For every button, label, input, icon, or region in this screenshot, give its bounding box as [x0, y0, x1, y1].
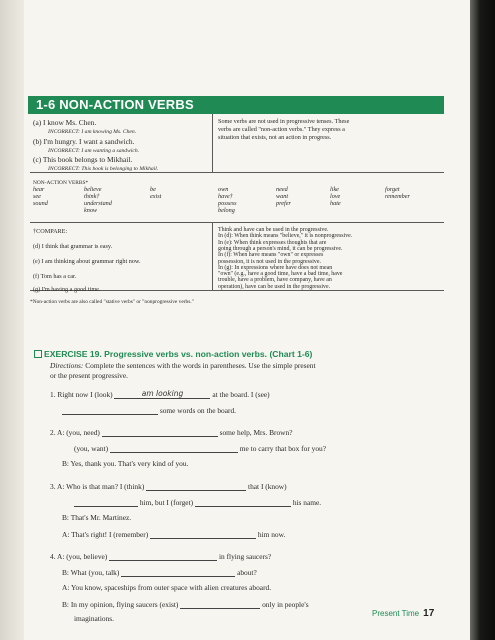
q3-reply: B: That's Mr. Martinez. [62, 513, 132, 522]
q3-prompt-6: him now. [257, 530, 286, 539]
chart-rule [30, 222, 444, 223]
chart-heading: 1-6 NON-ACTION VERBS [36, 97, 194, 112]
verb-item: need [276, 186, 288, 193]
q3-blank-2[interactable] [74, 498, 138, 507]
verb-item: see [33, 193, 41, 200]
directions-label: Directions: [50, 361, 84, 370]
q4-prompt-3: B: What (you, talk) [62, 568, 120, 577]
verb-item: have† [218, 193, 233, 200]
q2-prompt-2: some help, Mrs. Brown? [219, 428, 293, 437]
footer-section: Present Time [372, 609, 420, 618]
verb-item: be [150, 186, 156, 193]
example-a-incorrect: INCORRECT: I am knowing Ms. Chen. [48, 129, 137, 135]
verb-item: forget [385, 186, 400, 193]
q3-blank-1[interactable] [146, 482, 246, 491]
book-spine [0, 0, 24, 640]
compare-explanation-line: going through a person's mind, it can be progressive. [218, 245, 343, 252]
verb-item: want [276, 193, 289, 200]
q2-prompt: 2. A: (you, need) [50, 428, 100, 437]
verb-item: hear [33, 186, 45, 193]
q2-blank-1[interactable] [102, 428, 218, 437]
chart-divider [212, 114, 213, 172]
page-edge-shadow [470, 0, 495, 640]
compare-explanation-line: In (e): When think expresses thoughts that are [218, 239, 327, 246]
verb-item: remember [385, 193, 410, 200]
verb-item: believe [84, 186, 102, 193]
q1-prompt: 1. Right now I (look) [50, 390, 113, 399]
compare-explanation-line: In (d): When think means "believe," it is nonprogressive. [218, 233, 353, 240]
q3-blank-4[interactable] [150, 530, 256, 539]
q1-handwritten-answer: am looking [141, 389, 184, 398]
q2-prompt-4: me to carry that box for you? [239, 444, 326, 453]
example-b-incorrect: INCORRECT: I am wanting a sandwich. [48, 148, 140, 154]
page-footer [372, 608, 434, 619]
footnote: *Non-action verbs are also called "stative verbs" or "nonprogressive verbs." [30, 299, 194, 305]
verb-item: like [330, 186, 339, 193]
q3-prompt-4: his name. [292, 498, 322, 507]
explanation-line: verbs are called "non-action verbs." They express a [218, 126, 345, 133]
q4-prompt-2: in flying saucers? [218, 552, 272, 561]
compare-explanation-line: trouble, have a problem, have company, have an [218, 277, 332, 284]
verb-item: belong [218, 207, 235, 214]
verb-item: hate [330, 200, 341, 207]
q4-blank-2[interactable] [121, 568, 235, 577]
q3-prompt: 3. A: Who is that man? I (think) [50, 482, 145, 491]
directions-text-2: or the present progressive. [50, 371, 128, 380]
compare-explanation-line: "own" (e.g., have a good time, have a bad time, have [218, 271, 343, 278]
compare-explanation-line: Think and have can be used in the progressive. [218, 227, 329, 233]
q4-prompt-6: only in people's [262, 600, 309, 609]
q3-blank-3[interactable] [195, 498, 291, 507]
verb-item: understand [84, 200, 112, 207]
verb-item: think† [84, 193, 100, 200]
compare-explanation-line: In (f): When have means "own" or expresses [218, 252, 324, 259]
q2-blank-2[interactable] [110, 444, 238, 453]
exercise-checkbox[interactable] [34, 350, 42, 358]
verb-item: possess [218, 200, 237, 207]
verb-item: know [84, 207, 98, 214]
q4-line-a: A: You know, spaceships from outer space with alien creatures aboard. [62, 583, 272, 592]
q4-prompt-5: B: In my opinion, flying saucers (exist) [62, 600, 179, 609]
verb-item: love [330, 193, 341, 200]
compare-example-e: (e) I am thinking about grammar right now. [33, 258, 141, 265]
verbs-label: NON-ACTION VERBS* [33, 180, 89, 186]
q4-line-end: imaginations. [74, 614, 115, 623]
verb-item: prefer [276, 200, 291, 207]
example-a: (a) I know Ms. Chen. [33, 118, 97, 127]
compare-explanation-line: possession, it is not used in the progressive. [218, 258, 321, 265]
q1-prompt-3: some words on the board. [159, 406, 237, 415]
compare-explanation-line: In (g): In expressions where have does not mean [218, 264, 333, 271]
q1-answer-field[interactable] [114, 390, 210, 399]
explanation-line: situation that exists, not an action in progress. [218, 134, 332, 141]
compare-example-f: (f) Tom has a car. [33, 273, 77, 280]
q4-prompt: 4. A: (you, believe) [50, 552, 108, 561]
compare-explanation-line: operation), have can be used in the progressive. [218, 283, 331, 290]
explanation-line: Some verbs are not used in progressive tenses. These [218, 118, 350, 125]
chart-heading-banner [28, 96, 444, 114]
q2-prompt-3: (you, want) [74, 444, 109, 453]
example-b: (b) I'm hungry. I want a sandwich. [33, 137, 135, 146]
compare-label: †COMPARE: [33, 228, 68, 235]
q4-blank-3[interactable] [180, 600, 260, 609]
q3-prompt-5: A: That's right! I (remember) [62, 530, 149, 539]
example-c: (c) This book belongs to Mikhail. [33, 155, 133, 164]
q3-prompt-2: that I (know) [248, 482, 287, 491]
exercise-title: EXERCISE 19. Progressive verbs vs. non-action verbs. (Chart 1-6) [44, 349, 313, 359]
q4-blank-1[interactable] [109, 552, 217, 561]
chart-divider [212, 222, 213, 290]
compare-example-g: (g) I'm having a good time. [33, 286, 101, 293]
q2-reply: B: Yes, thank you. That's very kind of you. [62, 459, 189, 468]
verb-item: exist [150, 193, 162, 200]
verb-item: own [218, 186, 229, 193]
compare-example-d: (d) I think that grammar is easy. [33, 243, 113, 250]
page-number: 17 [423, 608, 435, 619]
verb-item: sound [33, 200, 48, 207]
q3-prompt-3: him, but I (forget) [139, 498, 194, 507]
q1-blank-2[interactable] [62, 406, 158, 415]
example-c-incorrect: INCORRECT: This book is belonging to Mikhail. [48, 166, 159, 172]
directions-text: Complete the sentences with the words in parentheses. Use the simple present [85, 361, 316, 370]
q1-prompt-2: at the board. I (see) [212, 390, 270, 399]
q4-prompt-4: about? [237, 568, 257, 577]
